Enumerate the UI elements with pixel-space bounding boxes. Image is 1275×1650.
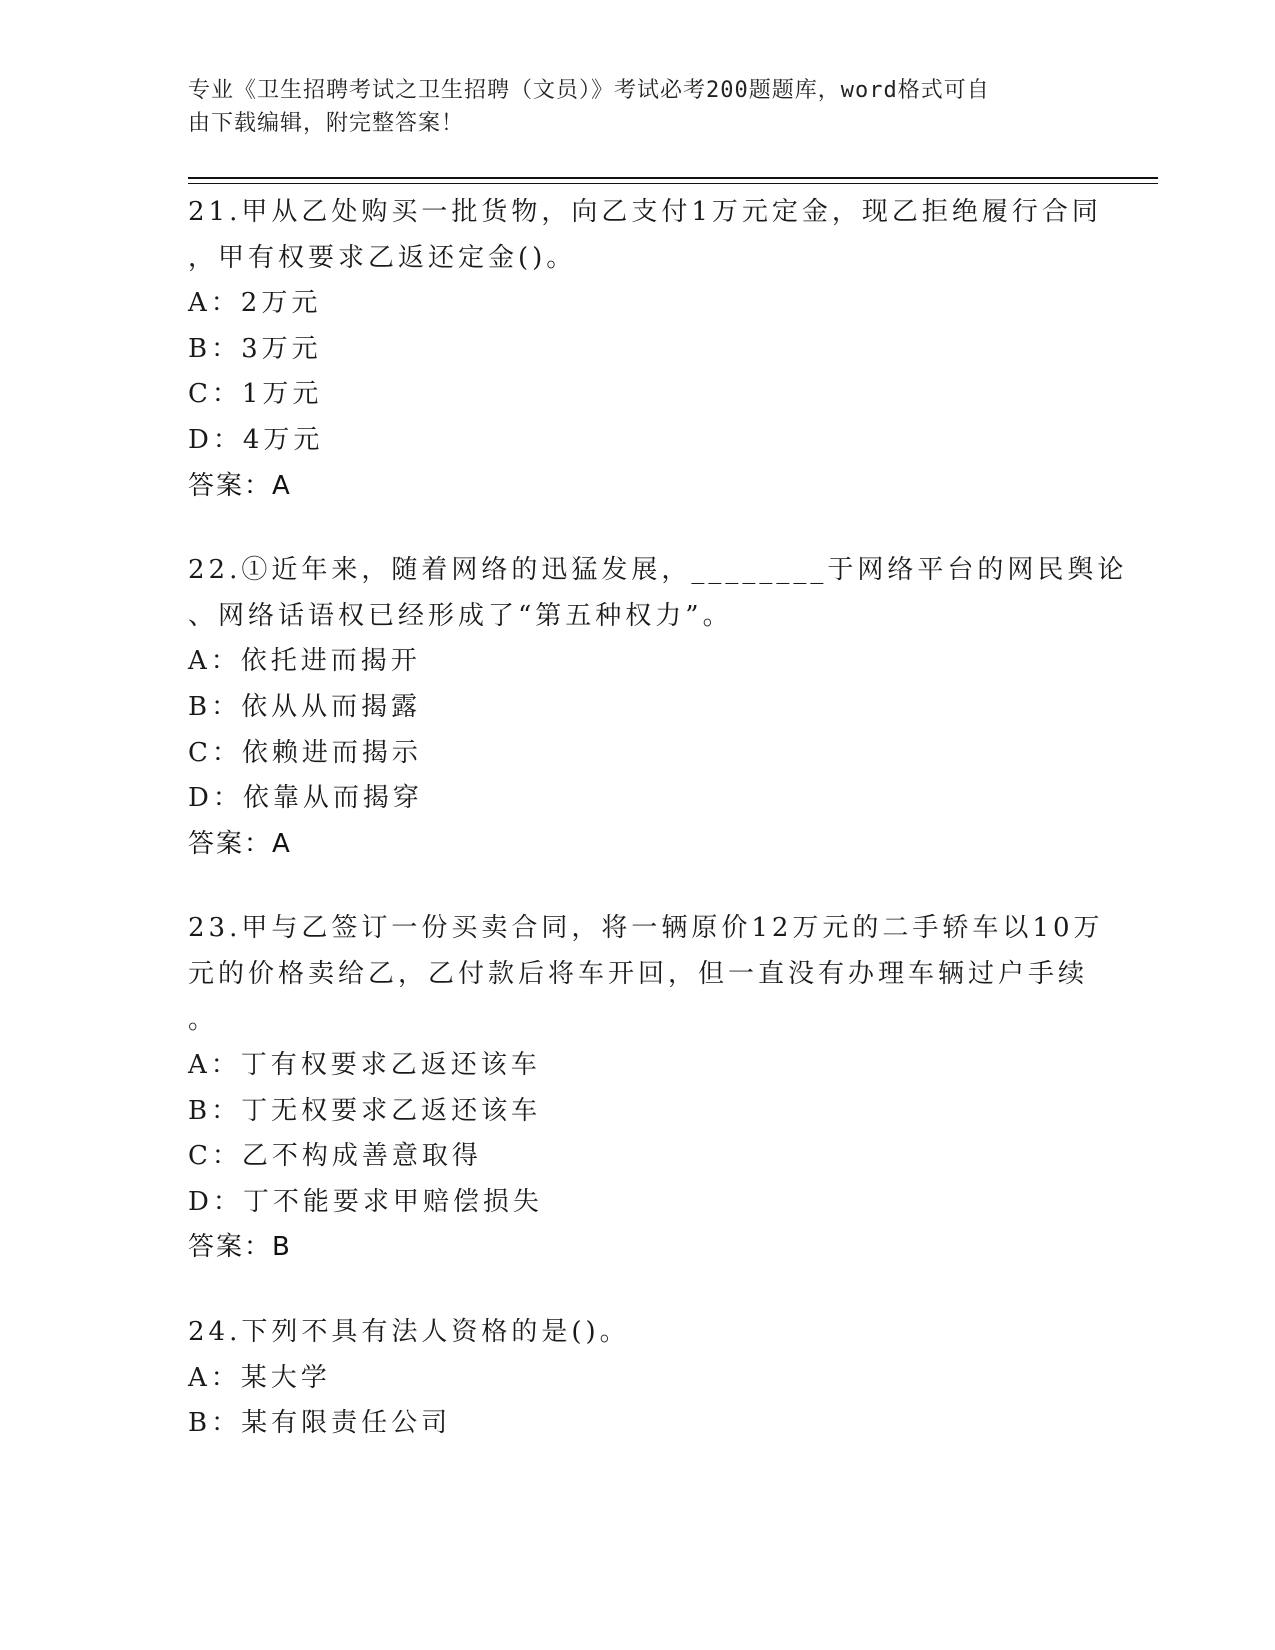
question-stem: 、网络话语权已经形成了“第五种权力”。 xyxy=(188,600,733,631)
option-d: D：4万元 xyxy=(188,424,324,455)
header-line: 专业《卫生招聘考试之卫生招聘（文员）》考试必考200题题库，word格式可自 xyxy=(188,78,990,103)
option-a: A：2万元 xyxy=(188,288,322,319)
question-stem: 24.下列不具有法人资格的是()。 xyxy=(188,1317,630,1348)
question-stem: 21.甲从乙处购买一批货物，向乙支付1万元定金，现乙拒绝履行合同 xyxy=(188,197,1102,227)
question-stem: 元的价格卖给乙，乙付款后将车开回，但一直没有办理车辆过户手续 xyxy=(188,958,1089,989)
option-b: B：某有限责任公司 xyxy=(188,1408,452,1439)
option-d: D：依靠从而揭穿 xyxy=(188,783,423,814)
answer-line: 答案：A xyxy=(188,828,292,859)
option-a: A：依托进而揭开 xyxy=(188,646,421,677)
option-b: B：丁无权要求乙返还该车 xyxy=(188,1095,542,1126)
option-c: C：1万元 xyxy=(188,379,323,410)
option-b: B：3万元 xyxy=(188,333,322,364)
document-header xyxy=(188,74,1068,140)
question-24 xyxy=(188,1310,1088,1447)
option-c: C：依赖进而揭示 xyxy=(188,737,422,768)
question-22 xyxy=(188,548,1128,867)
option-a: A：丁有权要求乙返还该车 xyxy=(188,1050,541,1081)
option-d: D：丁不能要求甲赔偿损失 xyxy=(188,1186,543,1217)
question-list xyxy=(188,190,1128,1486)
question-23 xyxy=(188,906,1104,1271)
option-a: A：某大学 xyxy=(188,1362,331,1393)
question-stem: 。 xyxy=(188,1004,219,1035)
option-c: C：乙不构成善意取得 xyxy=(188,1141,482,1172)
question-21 xyxy=(188,190,1102,509)
header-divider-thick xyxy=(188,177,1158,179)
answer-line: 答案：B xyxy=(188,1232,292,1263)
answer-line: 答案：A xyxy=(188,470,292,501)
header-divider-thin xyxy=(188,183,1158,184)
header-line: 由下载编辑，附完整答案！ xyxy=(188,111,465,136)
question-stem: ，甲有权要求乙返还定金()。 xyxy=(188,242,577,273)
question-stem: 23.甲与乙签订一份买卖合同，将一辆原价12万元的二手轿车以10万 xyxy=(188,913,1104,944)
option-b: B：依从从而揭露 xyxy=(188,691,422,722)
question-stem: 22.①近年来，随着网络的迅猛发展，________于网络平台的网民舆论 xyxy=(188,555,1128,586)
